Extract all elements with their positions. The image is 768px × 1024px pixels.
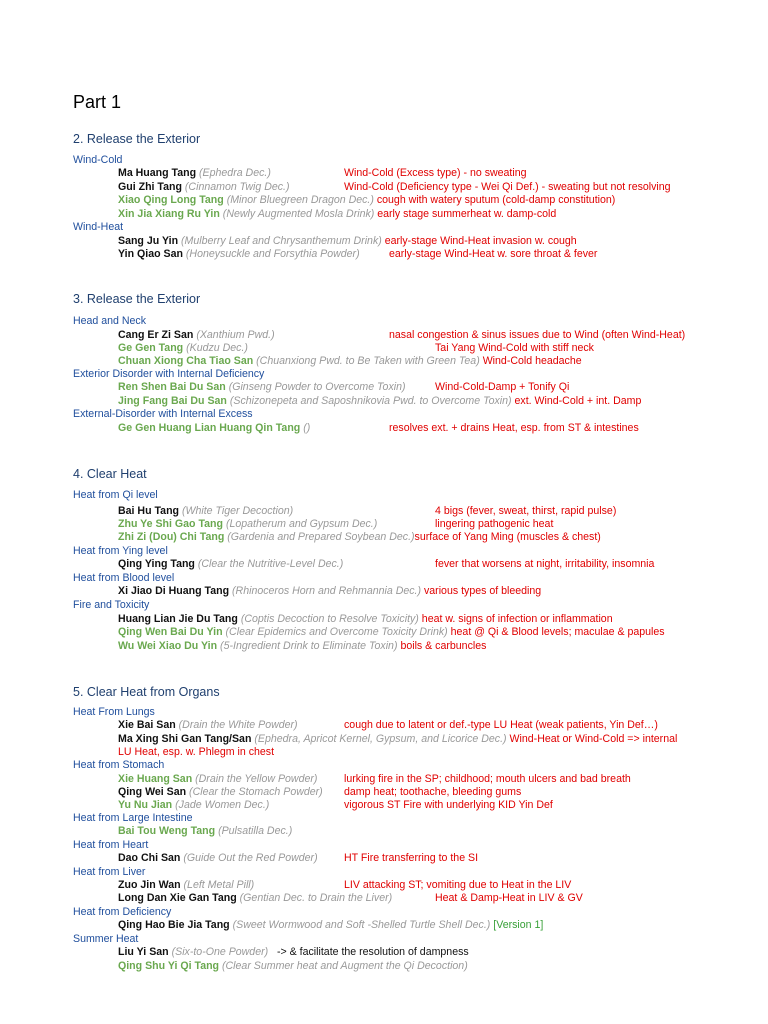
formula-name: Xie Huang San [118, 773, 193, 785]
formula-entry [118, 626, 665, 638]
category-label: Heat From Lungs [73, 706, 155, 718]
formula-translation: (Mulberry Leaf and Chrysanthemum Drink) [181, 235, 382, 247]
section-heading: 2. Release the Exterior [73, 132, 201, 146]
formula-name: Long Dan Xie Gan Tang [118, 892, 237, 904]
formula-translation: (Clear the Stomach Powder) [189, 786, 323, 798]
formula-entry [118, 892, 392, 904]
formula-translation: (Ephedra, Apricot Kernel, Gypsum, and Licorice Dec.) [254, 733, 507, 745]
formula-name: Liu Yi San [118, 946, 169, 958]
formula-name: Chuan Xiong Cha Tiao San [118, 355, 254, 367]
formula-name: Gui Zhi Tang [118, 181, 182, 193]
formula-translation: (Chuanxiong Pwd. to Be Taken with Green Tea) [256, 355, 480, 367]
category-label: Heat from Blood level [73, 572, 175, 584]
formula-name: Yu Nu Jian [118, 799, 173, 811]
formula-description: Wind-Cold (Deficiency type - Wei Qi Def.) - sweating but not resolving [344, 181, 671, 193]
formula-description: Heat & Damp-Heat in LIV & GV [435, 892, 583, 904]
section-heading: 5. Clear Heat from Organs [73, 685, 220, 699]
category-label: Heat from Ying level [73, 545, 168, 557]
category-label: Heat from Deficiency [73, 906, 172, 918]
formula-entry [118, 919, 543, 931]
formula-name: Ge Gen Huang Lian Huang Qin Tang [118, 422, 301, 434]
formula-entry [118, 613, 613, 625]
formula-description: early stage summerheat w. damp-cold [377, 208, 557, 220]
formula-entry [118, 518, 377, 530]
formula-name: Qing Wen Bai Du Yin [118, 626, 223, 638]
section-heading: 3. Release the Exterior [73, 292, 201, 306]
formula-translation: (Six-to-One Powder) [171, 946, 269, 958]
formula-translation: (Drain the Yellow Powder) [195, 773, 318, 785]
formula-description: cough due to latent or def.-type LU Heat (weak patients, Yin Def…) [344, 719, 658, 731]
formula-description: boils & carbuncles [400, 640, 487, 652]
formula-translation: (Guide Out the Red Powder) [183, 852, 318, 864]
formula-description: nasal congestion & sinus issues due to Wind (often Wind-Heat) [389, 329, 686, 341]
formula-entry [118, 879, 254, 891]
formula-entry [118, 329, 275, 341]
formula-name: Sang Ju Yin [118, 235, 179, 247]
formula-translation: (Ginseng Powder to Overcome Toxin) [228, 381, 406, 393]
formula-description-continued: LU Heat, esp. w. Phlegm in chest [118, 746, 275, 758]
formula-name: Jing Fang Bai Du San [118, 395, 227, 407]
formula-description: -> & facilitate the resolution of dampness [277, 946, 469, 958]
category-label: Heat from Liver [73, 866, 146, 878]
category-label: Fire and Toxicity [73, 599, 150, 611]
formula-entry [118, 342, 248, 354]
formula-translation: (Lopatherum and Gypsum Dec.) [225, 518, 378, 530]
formula-translation: (Schizonepeta and Saposhnikovia Pwd. to Overcome Toxin) [229, 395, 512, 407]
formula-name: Ren Shen Bai Du San [118, 381, 226, 393]
formula-description: Wind-Heat or Wind-Cold => internal [509, 733, 678, 745]
formula-translation: (Gentian Dec. to Drain the Liver) [239, 892, 393, 904]
category-label: Exterior Disorder with Internal Deficiency [73, 368, 265, 380]
formula-name: Qing Shu Yi Qi Tang [118, 960, 220, 972]
formula-translation: (Xanthium Pwd.) [196, 329, 275, 341]
formula-translation: (White Tiger Decoction) [181, 505, 294, 517]
formula-description: damp heat; toothache, bleeding gums [344, 786, 522, 798]
formula-entry [118, 946, 469, 958]
formula-description: various types of bleeding [423, 585, 542, 597]
formula-description: HT Fire transferring to the SI [344, 852, 479, 864]
formula-description: Wind-Cold-Damp + Tonify Qi [435, 381, 570, 393]
formula-translation: (5-Ingredient Drink to Eliminate Toxin) [220, 640, 398, 652]
formula-description: Tai Yang Wind-Cold with stiff neck [435, 342, 594, 354]
formula-description: LIV attacking ST; vomiting due to Heat in the LIV [344, 879, 572, 891]
page-title: Part 1 [73, 92, 122, 112]
category-label: Wind-Heat [73, 221, 124, 233]
category-label: Heat from Qi level [73, 489, 158, 501]
category-label: Heat from Heart [73, 839, 149, 851]
formula-description: [Version 1] [493, 919, 544, 931]
formula-name: Wu Wei Xiao Du Yin [118, 640, 218, 652]
formula-entry [118, 531, 601, 543]
formula-entry [118, 773, 317, 785]
formula-entry [118, 640, 486, 652]
formula-name: Ge Gen Tang [118, 342, 184, 354]
formula-description: surface of Yang Ming (muscles & chest) [414, 531, 601, 543]
formula-translation: (Newly Augmented Mosla Drink) [222, 208, 375, 220]
formula-name: Xiao Qing Long Tang [118, 194, 224, 206]
formula-translation: (Jade Women Dec.) [175, 799, 270, 811]
formula-description: fever that worsens at night, irritability, insomnia [435, 558, 655, 570]
formula-description: heat w. signs of infection or inflammation [421, 613, 613, 625]
formula-entry [118, 733, 677, 745]
formula-entry [118, 852, 318, 864]
formula-translation: (Coptis Decoction to Resolve Toxicity) [240, 613, 419, 625]
formula-entry [118, 248, 360, 260]
category-label: Heat from Stomach [73, 759, 165, 771]
formula-name: Qing Wei San [118, 786, 187, 798]
formula-name: Ma Huang Tang [118, 167, 197, 179]
formula-name: Bai Hu Tang [118, 505, 180, 517]
formula-entry [118, 194, 615, 206]
formula-description: heat @ Qi & Blood levels; maculae & papules [450, 626, 665, 638]
formula-name: Xin Jia Xiang Ru Yin [118, 208, 220, 220]
formula-entry [118, 395, 641, 407]
formula-description: vigorous ST Fire with underlying KID Yin Def [344, 799, 553, 811]
formula-name: Bai Tou Weng Tang [118, 825, 216, 837]
formula-entry [118, 825, 292, 837]
category-label: External-Disorder with Internal Excess [73, 408, 253, 420]
formula-description: cough with watery sputum (cold-damp constitution) [376, 194, 616, 206]
formula-translation: () [303, 422, 311, 434]
formula-entry [118, 167, 271, 179]
formula-entry [118, 585, 541, 597]
formula-translation: (Sweet Wormwood and Soft -Shelled Turtle Shell Dec.) [232, 919, 491, 931]
formula-translation: (Ephedra Dec.) [199, 167, 271, 179]
formula-entry [118, 422, 310, 434]
formula-entry [118, 558, 343, 570]
formula-entry [118, 355, 582, 367]
formula-entry [118, 505, 293, 517]
formula-translation: (Left Metal Pill) [183, 879, 255, 891]
formula-translation: (Pulsatilla Dec.) [218, 825, 293, 837]
formula-translation: (Kudzu Dec.) [186, 342, 248, 354]
formula-name: Xie Bai San [118, 719, 176, 731]
formula-name: Cang Er Zi San [118, 329, 194, 341]
formula-entry [118, 381, 406, 393]
formula-translation: (Clear Epidemics and Overcome Toxicity Drink) [225, 626, 448, 638]
formula-entry [118, 786, 323, 798]
formula-entry [118, 960, 468, 972]
formula-entry [118, 181, 290, 193]
formula-entry [118, 235, 577, 247]
formula-translation: (Drain the White Powder) [178, 719, 298, 731]
formula-name: Zuo Jin Wan [118, 879, 181, 891]
category-label: Wind-Cold [73, 154, 123, 166]
section-heading: 4. Clear Heat [73, 467, 147, 481]
formula-description: early-stage Wind-Heat w. sore throat & fever [389, 248, 598, 260]
formula-description: lingering pathogenic heat [435, 518, 554, 530]
formula-description: Wind-Cold headache [482, 355, 582, 367]
category-label: Summer Heat [73, 933, 139, 945]
formula-entry [118, 799, 269, 811]
formula-translation: (Gardenia and Prepared Soybean Dec.) [227, 531, 415, 543]
formula-translation: (Clear the Nutritive-Level Dec.) [197, 558, 344, 570]
formula-name: Dao Chi San [118, 852, 181, 864]
formula-translation: (Minor Bluegreen Dragon Dec.) [226, 194, 374, 206]
category-label: Head and Neck [73, 315, 147, 327]
formula-name: Xi Jiao Di Huang Tang [118, 585, 230, 597]
formula-name: Zhu Ye Shi Gao Tang [118, 518, 223, 530]
formula-description: ext. Wind-Cold + int. Damp [514, 395, 642, 407]
formula-name: Ma Xing Shi Gan Tang/San [118, 733, 252, 745]
formula-description: 4 bigs (fever, sweat, thirst, rapid pulse) [435, 505, 617, 517]
formula-entry [118, 208, 556, 220]
formula-name: Zhi Zi (Dou) Chi Tang [118, 531, 225, 543]
formula-translation: (Cinnamon Twig Dec.) [184, 181, 290, 193]
formula-description: resolves ext. + drains Heat, esp. from ST & intestines [389, 422, 639, 434]
formula-entry [118, 719, 298, 731]
formula-name: Huang Lian Jie Du Tang [118, 613, 238, 625]
formula-name: Qing Hao Bie Jia Tang [118, 919, 230, 931]
formula-translation: (Clear Summer heat and Augment the Qi Decoction) [222, 960, 468, 972]
category-label: Heat from Large Intestine [73, 812, 193, 824]
formula-description: lurking fire in the SP; childhood; mouth ulcers and bad breath [344, 773, 631, 785]
formula-name: Yin Qiao San [118, 248, 183, 260]
formula-description: Wind-Cold (Excess type) - no sweating [344, 167, 527, 179]
formula-translation: (Rhinoceros Horn and Rehmannia Dec.) [232, 585, 422, 597]
formula-translation: (Honeysuckle and Forsythia Powder) [185, 248, 360, 260]
formula-name: Qing Ying Tang [118, 558, 195, 570]
formula-description: early-stage Wind-Heat invasion w. cough [384, 235, 577, 247]
